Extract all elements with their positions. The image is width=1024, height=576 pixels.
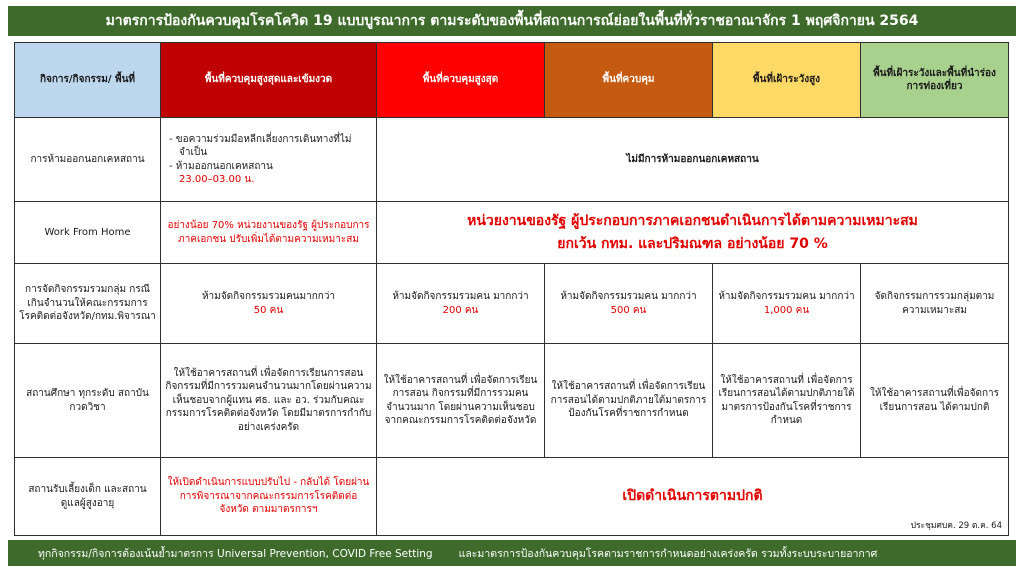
- curfew-item: - ห้ามออกนอกเคหสถาน: [179, 160, 372, 174]
- header-row: [15, 43, 1009, 118]
- header-zone-surveillance-tourism: พื้นที่เฝ้าระวังและพื้นที่นำร่องการท่องเที่ยว: [861, 43, 1009, 118]
- row-gathering: [15, 264, 1009, 344]
- row-label-wfh: Work From Home: [15, 202, 161, 264]
- footer-right-text: และมาตรการป้องกันควบคุมโรคตามราชการกำหนดอย่างเคร่งครัด รวมทั้งระบบระบายอากาศ: [458, 547, 878, 560]
- title-banner: [8, 6, 1016, 36]
- education-zone2: ให้ใช้อาคารสถานที่ เพื่อจัดการเรียนการสอน กิจกรรมที่มีการรวมคนจำนวนมาก โดยผ่านความเห็นชอบจากคณะกรรมการโรคติดต่อจังหวัด: [377, 344, 545, 458]
- row-education: [15, 344, 1009, 458]
- wfh-other-line2: ยกเว้น กทม. และปริมณฑล อย่างน้อย 70 %: [557, 235, 828, 252]
- gathering-zone2: [377, 264, 545, 344]
- education-zone4: ให้ใช้อาคารสถานที่ เพื่อจัดการเรียนการสอนได้ตามปกติภายใต้มาตรการป้องกันโรคที่ราชการกำหนด: [713, 344, 861, 458]
- header-zone-max: พื้นที่ควบคุมสูงสุด: [377, 43, 545, 118]
- row-label-childcare: สถานรับเลี้ยงเด็ก และสถานดูแลผู้สูงอายุ: [15, 458, 161, 536]
- wfh-zone1: อย่างน้อย 70% หน่วยงานของรัฐ ผู้ประกอบการภาคเอกชน ปรับเพิ่มได้ตามความเหมาะสม: [161, 202, 377, 264]
- page-title: มาตรการป้องกันควบคุมโรคโควิด 19 แบบบูรณาการ ตามระดับของพื้นที่สถานการณ์ย่อยในพื้นที่ทั่วราชอาณาจักร 1 พฤศจิกายน 2564: [105, 13, 919, 29]
- childcare-other-text: เปิดดำเนินการตามปกติ: [622, 488, 763, 505]
- row-label-gathering: การจัดกิจกรรมรวมกลุ่ม กรณี เกินจำนวนให้คณะกรรมการโรคติดต่อจังหวัด/กทม.พิจารณา: [15, 264, 161, 344]
- gathering-zone4-limit: 1,000 คน: [763, 304, 810, 316]
- education-zone5: ให้ใช้อาคารสถานที่เพื่อจัดการเรียนการสอน ได้ตามปกติ: [861, 344, 1009, 458]
- childcare-zone1: ให้เปิดดำเนินการแบบปรับไป - กลับได้ โดยผ่านการพิจารณาจากคณะกรรมการโรคติดต่อจังหวัด ตามมาตรการฯ: [161, 458, 377, 536]
- row-curfew: [15, 118, 1009, 202]
- curfew-list: [165, 133, 372, 174]
- header-activity: กิจการ/กิจกรรม/ พื้นที่: [15, 43, 161, 118]
- measures-table: [14, 42, 1009, 536]
- meeting-note: ประชุมศบค. 29 ต.ค. 64: [910, 520, 1002, 531]
- row-label-education: สถานศึกษา ทุกระดับ สถาบันกวดวิชา: [15, 344, 161, 458]
- gathering-zone4: [713, 264, 861, 344]
- gathering-zone2-limit: 200 คน: [442, 304, 479, 316]
- gathering-zone3-text: ห้ามจัดกิจกรรมรวมคน มากกว่า: [560, 291, 697, 302]
- footer-banner: [8, 540, 1016, 566]
- curfew-time: 23.00–03.00 น.: [179, 174, 255, 185]
- gathering-zone2-text: ห้ามจัดกิจกรรมรวมคน มากกว่า: [392, 291, 529, 302]
- curfew-item: - ขอความร่วมมือหลีกเลี่ยงการเดินทางที่ไม่จำเป็น: [179, 133, 372, 160]
- header-zone-control: พื้นที่ควบคุม: [545, 43, 713, 118]
- gathering-zone1: [161, 264, 377, 344]
- wfh-other-zones: [377, 202, 1009, 264]
- gathering-zone3: [545, 264, 713, 344]
- curfew-other-zones: ไม่มีการห้ามออกนอกเคหสถาน: [377, 118, 1009, 202]
- header-zone-max-strict: พื้นที่ควบคุมสูงสุดและเข้มงวด: [161, 43, 377, 118]
- childcare-other-zones: [377, 458, 1009, 536]
- gathering-zone1-limit: 50 คน: [253, 304, 284, 316]
- education-zone1: ให้ใช้อาคารสถานที่ เพื่อจัดการเรียนการสอน กิจกรรมที่มีการรวมคนจำนวนมากโดยผ่านความเห็นชอบจากผู้แทน ศธ. และ อว. ร่วมกับคณะกรรมการโรคติดต่อจังหวัด โดยมีมาตรการกำกับอย่างเคร่งครัด: [161, 344, 377, 458]
- gathering-zone1-text: ห้ามจัดกิจกรรมรวมคนมากกว่า: [201, 291, 336, 302]
- curfew-zone1-cell: [161, 118, 377, 202]
- gathering-zone4-text: ห้ามจัดกิจกรรมรวมคน มากกว่า: [718, 291, 855, 302]
- row-label-curfew: การห้ามออกนอกเคหสถาน: [15, 118, 161, 202]
- gathering-zone3-limit: 500 คน: [610, 304, 647, 316]
- row-wfh: [15, 202, 1009, 264]
- education-zone3: ให้ใช้อาคารสถานที่ เพื่อจัดการเรียนการสอนได้ตามปกติภายใต้มาตรการป้องกันโรคที่ราชการกำหนด: [545, 344, 713, 458]
- footer-left-text: ทุกกิจกรรม/กิจการต้องเน้นย้ำมาตรการ Universal Prevention, COVID Free Setting: [38, 547, 433, 560]
- row-childcare: [15, 458, 1009, 536]
- header-zone-high-surveillance: พื้นที่เฝ้าระวังสูง: [713, 43, 861, 118]
- gathering-zone5: จัดกิจกรรมการรวมกลุ่มตามความเหมาะสม: [861, 264, 1009, 344]
- wfh-other-line1: หน่วยงานของรัฐ ผู้ประกอบการภาคเอกชนดำเนินการได้ตามความเหมาะสม: [467, 213, 918, 230]
